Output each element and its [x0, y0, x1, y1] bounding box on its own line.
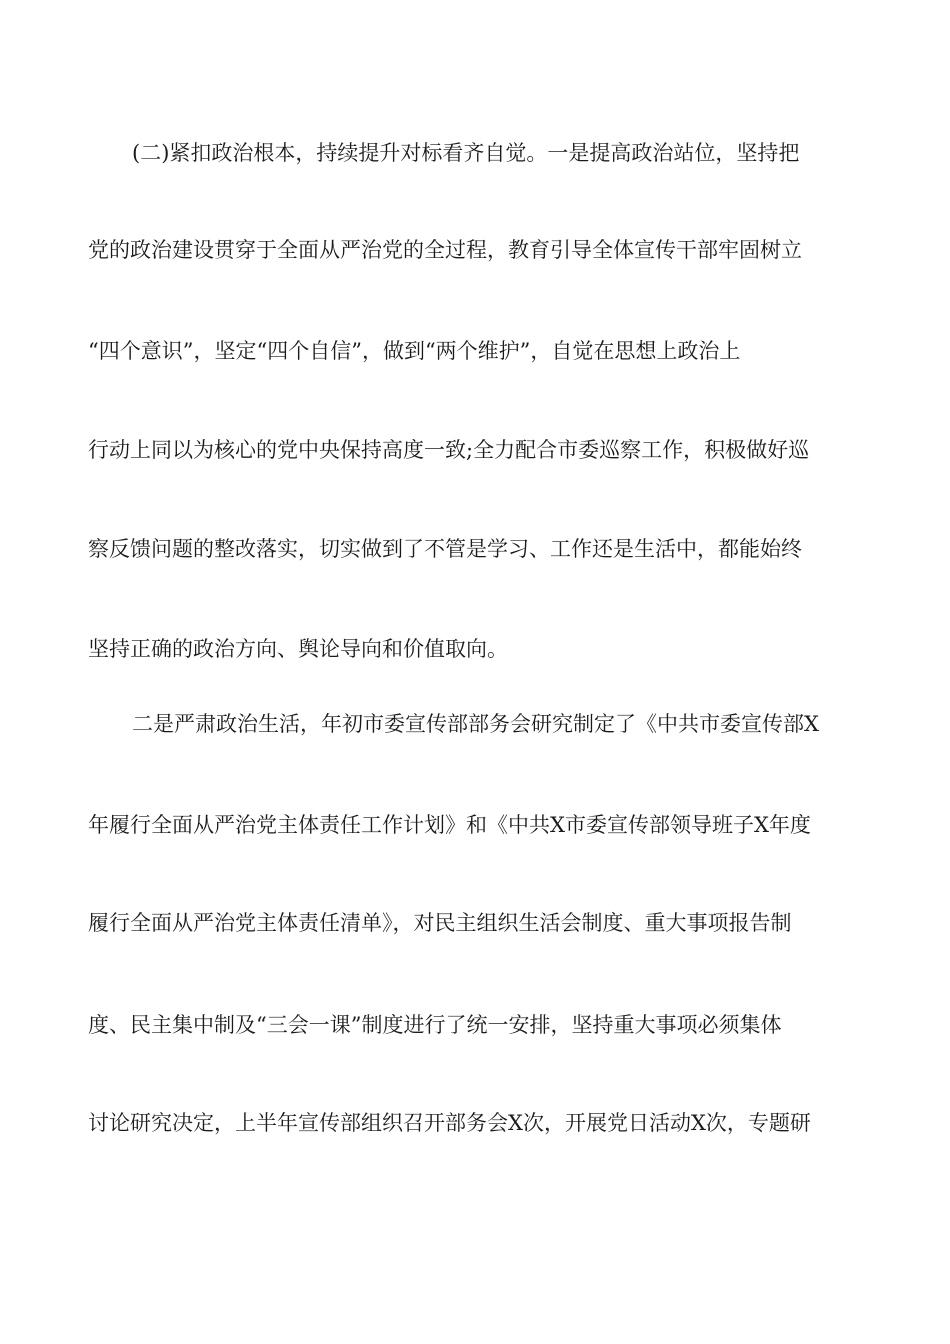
paragraph-line: 履行全面从严治党主体责任清单》，对民主组织生活会制度、重大事项报告制: [88, 911, 792, 935]
paragraph-line: 察反馈问题的整改落实，切实做到了不管是学习、工作还是生活中，都能始终: [88, 537, 802, 561]
paragraph-line: 行动上同以为核心的党中央保持高度一致;全力配合市委巡察工作，积极做好巡: [88, 438, 810, 462]
paragraph-line: 年履行全面从严治党主体责任工作计划》和《中共X市委宣传部领导班子X年度: [88, 813, 811, 837]
paragraph-line: 党的政治建设贯穿于全面从严治党的全过程，教育引导全体宣传干部牢固树立: [88, 238, 802, 262]
paragraph-line: 二是严肃政治生活，年初市委宣传部部务会研究制定了《中共市委宣传部X: [132, 712, 819, 736]
paragraph-line: “四个意识”，坚定“四个自信”，做到“两个维护”，自觉在思想上政治上: [88, 339, 741, 363]
paragraph-line: 讨论研究决定，上半年宣传部组织召开部务会X次，开展党日活动X次，专题研: [88, 1111, 811, 1135]
paragraph-line: 坚持正确的政治方向、舆论导向和价值取向。: [88, 637, 508, 661]
paragraph-line: (二)紧扣政治根本，持续提升对标看齐自觉。一是提高政治站位，坚持把: [132, 141, 800, 165]
paragraph-line: 度、民主集中制及“三会一课”制度进行了统一安排，坚持重大事项必须集体: [88, 1013, 782, 1037]
